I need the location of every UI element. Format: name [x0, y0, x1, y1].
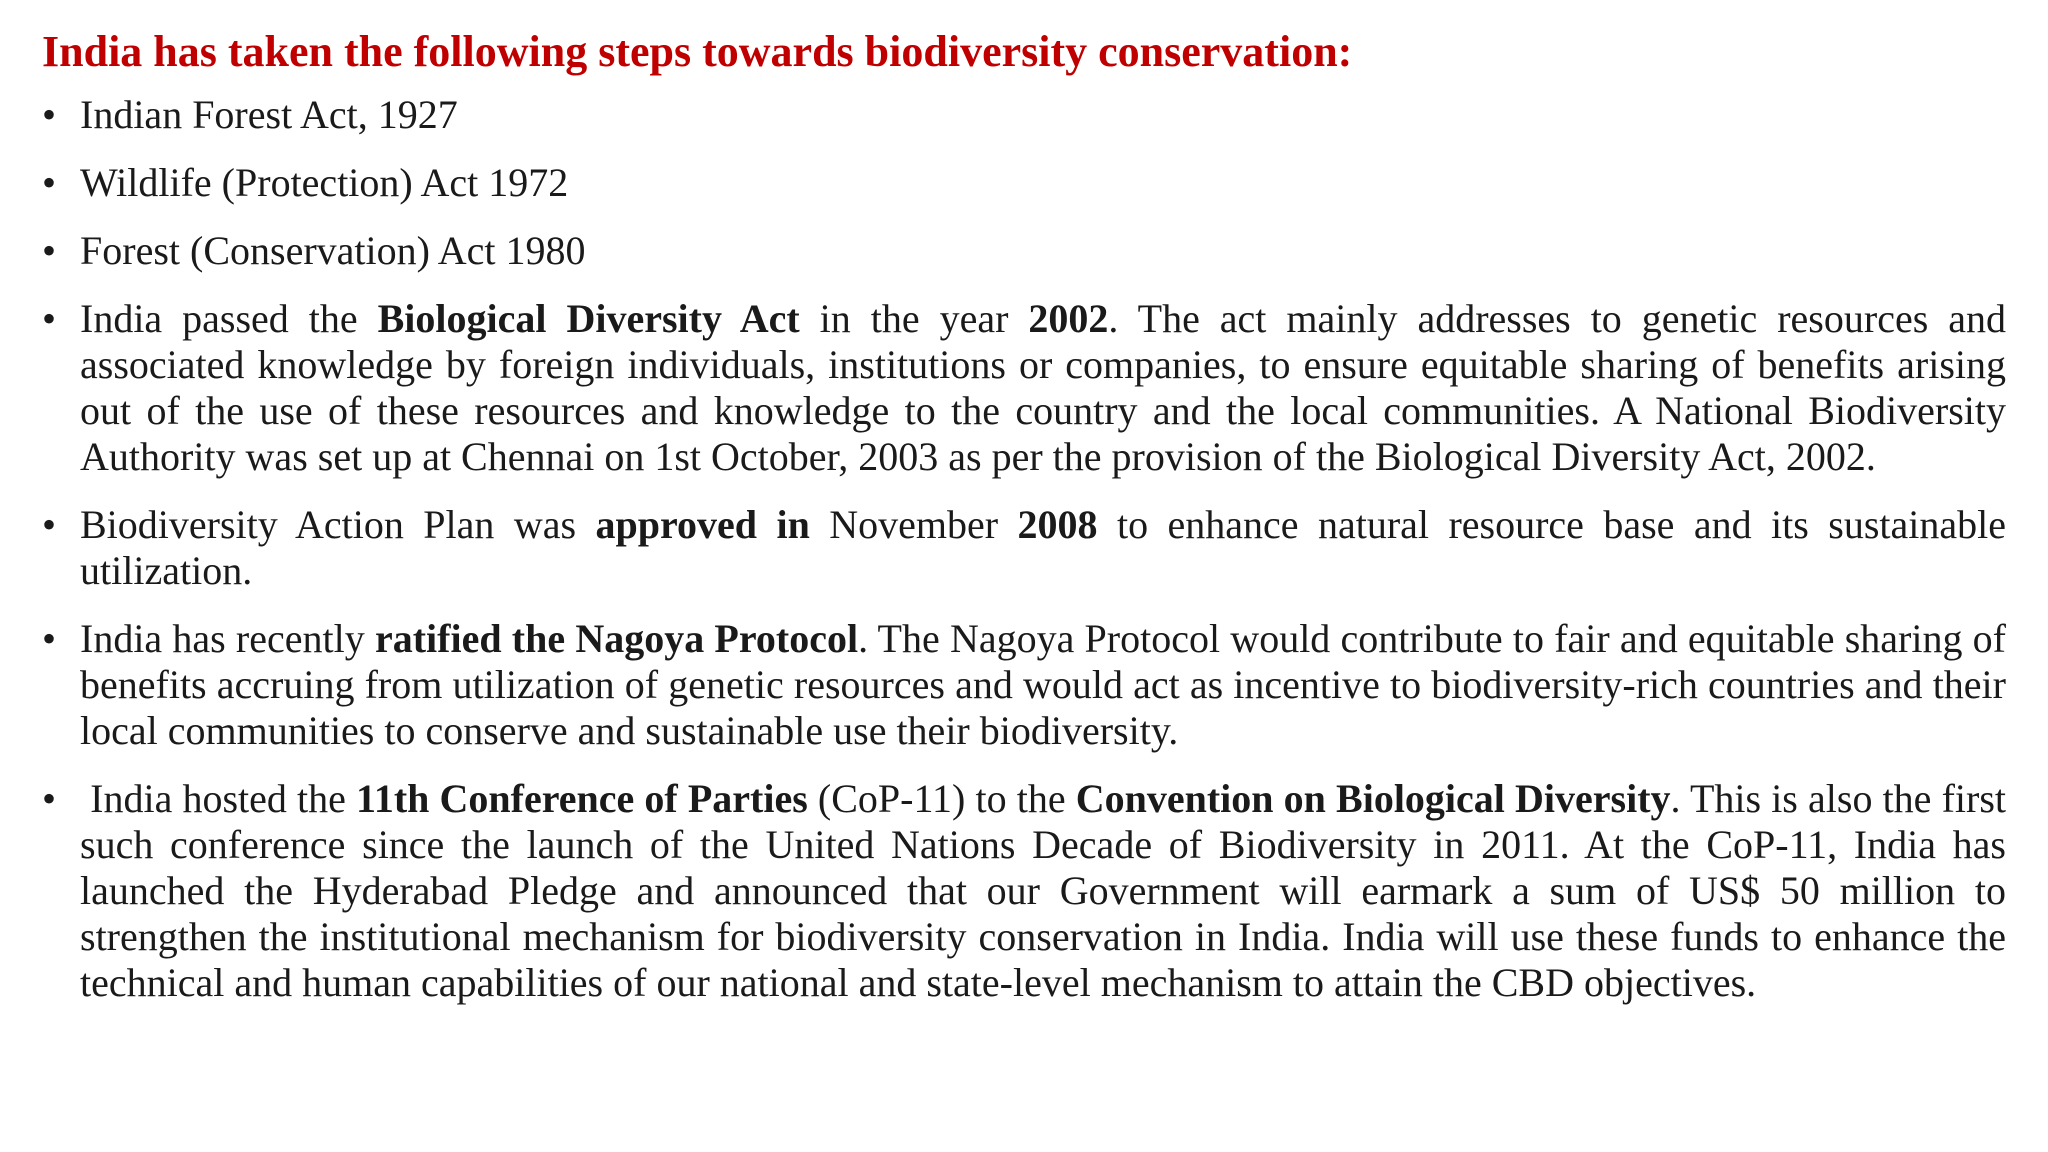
steps-list: [42, 92, 2006, 1006]
list-item: [42, 296, 2006, 480]
item-text: . The Nagoya Protocol would contribute to fair and equitable sharing of benefits accruing from utilization of genetic resources and would act as incentive to biodiversity-rich countries and their local communities to conserve and sustainable use their biodiversity.: [80, 616, 2006, 753]
item-text: Wildlife (Protection) Act 1972: [80, 160, 569, 205]
list-item: [42, 92, 2006, 138]
item-text: India hosted the: [80, 776, 357, 821]
item-text-bold: 2002: [1028, 296, 1109, 341]
bullet-icon: •: [42, 502, 57, 547]
item-text: India passed the: [80, 296, 378, 341]
item-text: Indian Forest Act, 1927: [80, 92, 458, 137]
bullet-icon: •: [42, 92, 57, 137]
item-text: in the year: [799, 296, 1029, 341]
item-text: India has recently: [80, 616, 375, 661]
item-text-bold: ratified the Nagoya Protocol: [374, 616, 859, 661]
list-item: [42, 502, 2006, 594]
item-text: . This is also the first such conference since the launch of the United Nations Decade of Biodiversity in 2011. At the CoP-11, India has launched the Hyderabad Pledge and announced that our Government will earmark a sum of US$ 50 million to strengthen the institutional mechanism for biodiversity conservation in India. India will use these funds to enhance the technical and human capabilities of our national and state-level mechanism to attain the CBD objectives.: [80, 776, 2007, 1005]
bullet-icon: •: [42, 776, 57, 821]
item-text-bold: Biological Diversity Act: [377, 296, 800, 341]
list-item: [42, 228, 2006, 274]
bullet-icon: •: [42, 228, 57, 273]
item-text-bold: 2008: [1017, 502, 1098, 547]
page-title: India has taken the following steps towards biodiversity conservation:: [42, 27, 1353, 76]
item-text-bold: 11th Conference of Parties: [356, 776, 808, 821]
item-text: (CoP-11) to the: [807, 776, 1076, 821]
item-text: . The act mainly addresses to genetic resources and associated knowledge by foreign individuals, institutions or companies, to ensure equitable sharing of benefits arising out of the use of these resources and knowledge to the country and the local communities. A National Biodiversity Authority was set up at Chennai on 1st October, 2003 as per the provision of the Biological Diversity Act, 2002.: [80, 296, 2006, 479]
bullet-icon: •: [42, 160, 57, 205]
list-item: [42, 776, 2006, 1006]
list-item: [42, 160, 2006, 206]
item-text: Forest (Conservation) Act 1980: [80, 228, 586, 273]
bullet-icon: •: [42, 296, 57, 341]
item-text-bold: approved in: [595, 502, 810, 547]
item-text: Biodiversity Action Plan was: [80, 502, 596, 547]
list-item: [42, 616, 2006, 754]
item-text: November: [809, 502, 1018, 547]
bullet-icon: •: [42, 616, 57, 661]
item-text-bold: Convention on Biological Diversity: [1075, 776, 1671, 821]
item-text: to enhance natural resource base and its sustainable utilization.: [80, 502, 2007, 593]
